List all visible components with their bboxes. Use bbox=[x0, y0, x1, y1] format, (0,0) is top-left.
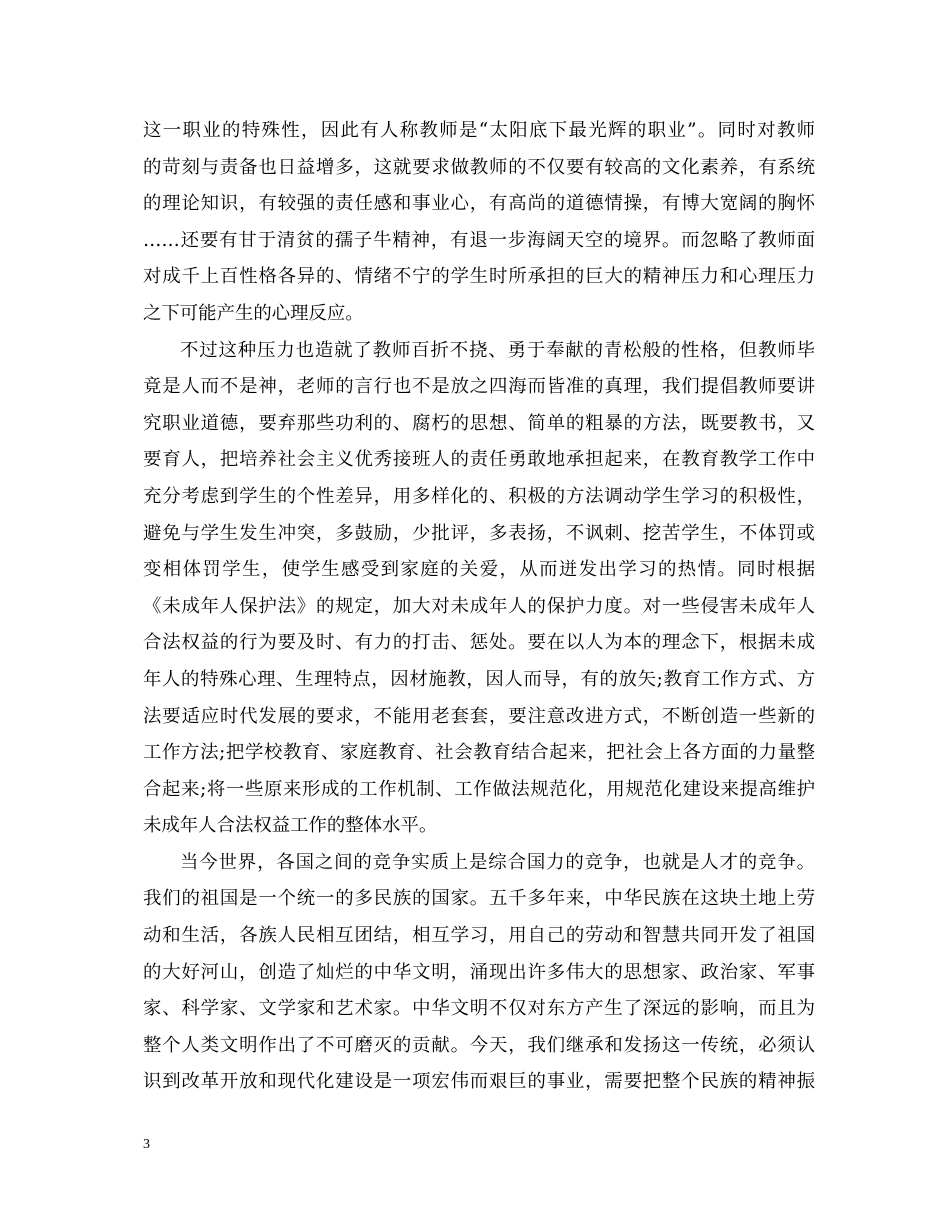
text-line: 整个人类文明作出了不可磨灭的贡献。今天，我们继承和发扬这一传统，必须认 bbox=[143, 1034, 815, 1056]
text-line: 家、科学家、文学家和艺术家。中华文明不仅对东方产生了深远的影响，而且为 bbox=[143, 998, 815, 1020]
text-line: 法要适应时代发展的要求，不能用老套套，要注意改进方式，不断创造一些新的 bbox=[143, 705, 815, 727]
text-line: 合起来;将一些原来形成的工作机制、工作做法规范化，用规范化建设来提高维护 bbox=[143, 778, 815, 800]
text-line: 我们的祖国是一个统一的多民族的国家。五千多年来，中华民族在这块土地上劳 bbox=[143, 888, 815, 910]
text-line: 究职业道德，要弃那些功利的、腐朽的思想、简单的粗暴的方法，既要教书，又 bbox=[143, 412, 815, 434]
text-line: 变相体罚学生，使学生感受到家庭的关爱，从而迸发出学习的热情。同时根据 bbox=[143, 559, 815, 581]
text-line: 这一职业的特殊性，因此有人称教师是“太阳底下最光辉的职业”。同时对教师 bbox=[143, 120, 815, 141]
text-line: 竟是人而不是神，老师的言行也不是放之四海而皆准的真理，我们提倡教师要讲 bbox=[143, 376, 815, 398]
text-line: 不过这种压力也造就了教师百折不挠、勇于奉献的青松般的性格，但教师毕 bbox=[180, 339, 815, 361]
text-line: 避免与学生发生冲突，多鼓励，少批评，多表扬，不讽刺、挖苦学生，不体罚或 bbox=[143, 522, 815, 544]
text-line: ……还要有甘于清贫的孺子牛精神，有退一步海阔天空的境界。而忽略了教师面 bbox=[143, 229, 815, 251]
text-line: 之下可能产生的心理反应。 bbox=[143, 302, 364, 324]
text-line: 充分考虑到学生的个性差异，用多样化的、积极的方法调动学生学习的积极性， bbox=[143, 485, 815, 507]
text-line: 工作方法;把学校教育、家庭教育、社会教育结合起来，把社会上各方面的力量整 bbox=[143, 742, 815, 764]
text-line: 的大好河山，创造了灿烂的中华文明，涌现出许多伟大的思想家、政治家、军事 bbox=[143, 961, 815, 983]
text-line: 的理论知识，有较强的责任感和事业心，有高尚的道德情操，有博大宽阔的胸怀 bbox=[143, 193, 815, 215]
text-line: 合法权益的行为要及时、有力的打击、惩处。要在以人为本的理念下，根据未成 bbox=[143, 632, 815, 654]
text-line: 的苛刻与责备也日益增多，这就要求做教师的不仅要有较高的文化素养，有系统 bbox=[143, 156, 815, 178]
page-number: 3 bbox=[143, 1137, 150, 1152]
text-line: 识到改革开放和现代化建设是一项宏伟而艰巨的事业，需要把整个民族的精神振 bbox=[143, 1071, 815, 1093]
text-line: 要育人，把培养社会主义优秀接班人的责任勇敢地承担起来，在教育教学工作中 bbox=[143, 449, 815, 471]
text-line: 动和生活，各族人民相互团结，相互学习，用自己的劳动和智慧共同开发了祖国 bbox=[143, 925, 815, 947]
text-line: 未成年人合法权益工作的整体水平。 bbox=[143, 815, 438, 837]
text-line: 《未成年人保护法》的规定，加大对未成年人的保护力度。对一些侵害未成年人 bbox=[143, 595, 815, 617]
text-line: 年人的特殊心理、生理特点，因材施教，因人而导，有的放矢;教育工作方式、方 bbox=[143, 668, 815, 690]
text-line: 当今世界，各国之间的竞争实质上是综合国力的竞争，也就是人才的竞争。 bbox=[180, 851, 815, 873]
body-text bbox=[143, 113, 815, 1101]
text-line: 对成千上百性格各异的、情绪不宁的学生时所承担的巨大的精神压力和心理压力 bbox=[143, 266, 815, 288]
